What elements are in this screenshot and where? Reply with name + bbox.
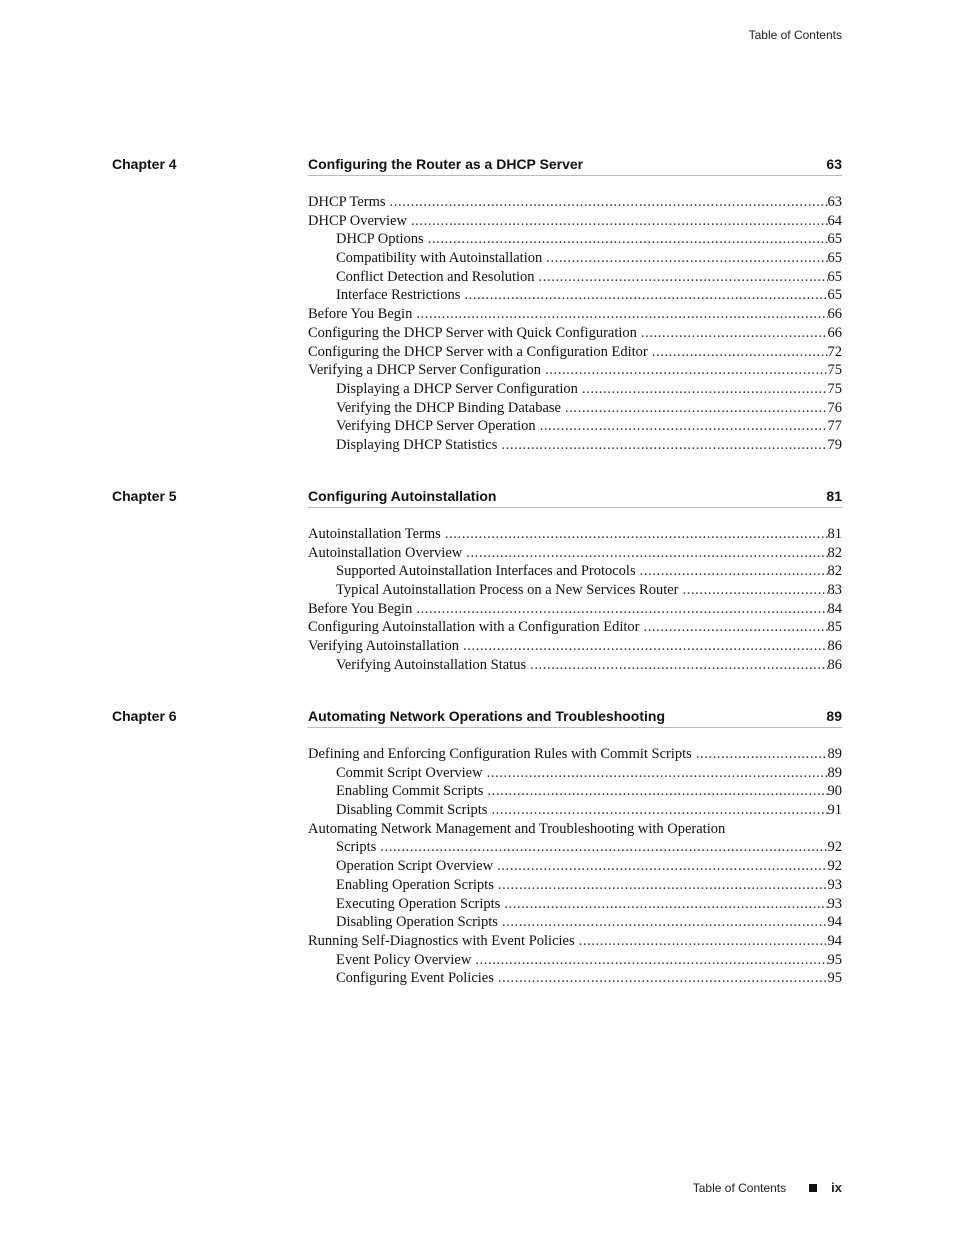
page-number: ix [831, 1180, 842, 1195]
dot-leader [416, 305, 827, 324]
toc-entry-page: 84 [827, 600, 842, 617]
toc-entry[interactable] [308, 600, 842, 619]
dot-leader [491, 801, 827, 820]
toc-entry[interactable] [308, 801, 842, 820]
toc-entry-page: 89 [827, 764, 842, 781]
dot-leader [445, 525, 828, 544]
toc-entry-text: Before You Begin [308, 305, 416, 324]
dot-leader [416, 600, 827, 619]
toc-entry-text: Verifying the DHCP Binding Database [336, 399, 565, 418]
dot-leader [464, 286, 827, 305]
chapter-label: Chapter 4 [112, 156, 177, 172]
toc-entry-page: 92 [827, 839, 842, 856]
chapter-page-number: 89 [826, 708, 842, 724]
dot-leader [579, 932, 828, 951]
dot-leader [504, 895, 827, 914]
toc-entry[interactable] [308, 286, 842, 305]
toc-entry-list [308, 525, 842, 675]
toc-entry-page: 95 [827, 970, 842, 987]
toc-entry-text: Autoinstallation Terms [308, 525, 445, 544]
chapter-page-number: 81 [826, 488, 842, 504]
toc-entry-page: 65 [827, 268, 842, 285]
dot-leader [466, 544, 827, 563]
toc-entry-text: DHCP Options [336, 230, 428, 249]
toc-entry-page: 65 [827, 231, 842, 248]
toc-entry[interactable] [308, 562, 842, 581]
toc-entry-text: Event Policy Overview [336, 951, 475, 970]
toc-entry[interactable] [308, 417, 842, 436]
dot-leader [411, 212, 828, 231]
toc-entry-page: 85 [827, 619, 842, 636]
toc-entry[interactable] [308, 249, 842, 268]
toc-entry-page: 76 [827, 399, 842, 416]
dot-leader [487, 764, 828, 783]
toc-entry-page: 94 [827, 932, 842, 949]
toc-entry-text: Running Self-Diagnostics with Event Policies [308, 932, 579, 951]
toc-entry-page: 92 [827, 858, 842, 875]
toc-entry-text: Before You Begin [308, 600, 416, 619]
toc-entry-page: 91 [827, 802, 842, 819]
toc-entry-page: 93 [827, 876, 842, 893]
toc-entry[interactable] [308, 436, 842, 455]
toc-entry-text: Defining and Enforcing Configuration Rules with Commit Scripts [308, 745, 696, 764]
toc-entry-text: Disabling Commit Scripts [336, 801, 491, 820]
dot-leader [380, 838, 827, 857]
running-header: Table of Contents [748, 28, 842, 42]
dot-leader [641, 324, 828, 343]
toc-entry[interactable] [308, 305, 842, 324]
running-footer [693, 1180, 842, 1195]
toc-entry[interactable] [308, 820, 842, 839]
dot-leader [582, 380, 828, 399]
toc-entry-page: 75 [827, 362, 842, 379]
dot-leader [696, 745, 828, 764]
chapter-label: Chapter 5 [112, 488, 177, 504]
toc-entry-page: 89 [827, 746, 842, 762]
toc-entry-text: Commit Script Overview [336, 764, 487, 783]
toc-entry[interactable] [308, 268, 842, 287]
toc-entry-text: Scripts [336, 838, 380, 857]
dot-leader [640, 562, 828, 581]
toc-entry-list [308, 745, 842, 988]
toc-entry-text: Enabling Operation Scripts [336, 876, 498, 895]
dot-leader [498, 969, 828, 988]
toc-entry-text: Configuring Event Policies [336, 969, 498, 988]
toc-entry-text: Configuring Autoinstallation with a Configuration Editor [308, 618, 643, 637]
toc-entry-page: 66 [827, 306, 842, 323]
toc-entry[interactable] [308, 581, 842, 600]
toc-entry-page: 72 [827, 343, 842, 360]
square-bullet-icon [809, 1184, 817, 1192]
toc-entry-page: 79 [827, 436, 842, 453]
toc-entry-text: Supported Autoinstallation Interfaces and Protocols [336, 562, 640, 581]
dot-leader [390, 193, 828, 212]
dot-leader [652, 343, 828, 362]
toc-entry[interactable] [308, 380, 842, 399]
toc-entry[interactable] [308, 361, 842, 380]
toc-entry-text: Verifying Autoinstallation [308, 637, 463, 656]
chapter-page-number: 63 [826, 156, 842, 172]
toc-entry[interactable] [308, 544, 842, 563]
toc-entry-text: Enabling Commit Scripts [336, 782, 487, 801]
dot-leader [530, 656, 827, 675]
chapter-heading [308, 156, 842, 176]
toc-entry-page: 81 [827, 526, 842, 542]
dot-leader [545, 361, 827, 380]
dot-leader [501, 436, 827, 455]
toc-entry-text: Displaying DHCP Statistics [336, 436, 501, 455]
toc-entry[interactable] [308, 618, 842, 637]
toc-entry-text: Automating Network Management and Troubleshooting with Operation [308, 820, 726, 837]
toc-entry-text: DHCP Terms [308, 193, 390, 212]
toc-entry[interactable] [308, 782, 842, 801]
dot-leader [428, 230, 828, 249]
dot-leader [502, 913, 828, 932]
toc-entry[interactable] [308, 637, 842, 656]
toc-entry-page: 83 [827, 582, 842, 599]
toc-entry[interactable] [308, 399, 842, 418]
toc-entry[interactable] [308, 969, 842, 988]
toc-entry-text: Disabling Operation Scripts [336, 913, 502, 932]
dot-leader [539, 268, 828, 287]
toc-entry-page: 93 [827, 895, 842, 912]
toc-entry-page: 90 [827, 783, 842, 800]
dot-leader [498, 876, 828, 895]
toc-entry-text: Autoinstallation Overview [308, 544, 466, 563]
toc-entry[interactable] [308, 525, 842, 544]
toc-entry[interactable] [308, 895, 842, 914]
dot-leader [487, 782, 827, 801]
toc-entry-page: 94 [827, 914, 842, 931]
toc-entry[interactable] [308, 656, 842, 675]
dot-leader [497, 857, 827, 876]
toc-entry-page: 95 [827, 951, 842, 968]
footer-title: Table of Contents [692, 1180, 787, 1195]
toc-entry-text: Displaying a DHCP Server Configuration [336, 380, 582, 399]
toc-entry-text: Interface Restrictions [336, 286, 464, 305]
chapter-title[interactable]: Configuring Autoinstallation [308, 488, 497, 504]
toc-entry[interactable] [308, 212, 842, 231]
dot-leader [475, 951, 827, 970]
toc-entry[interactable] [308, 324, 842, 343]
toc-entry-text: Executing Operation Scripts [336, 895, 504, 914]
toc-entry[interactable] [308, 745, 842, 764]
chapter-title[interactable]: Automating Network Operations and Troubleshooting [308, 708, 666, 724]
toc-entry[interactable] [308, 857, 842, 876]
toc-entry-text: Configuring the DHCP Server with a Configuration Editor [308, 343, 652, 362]
chapter-heading [308, 708, 842, 728]
dot-leader [463, 637, 827, 656]
toc-entry[interactable] [308, 913, 842, 932]
toc-entry-text: Conflict Detection and Resolution [336, 268, 539, 287]
chapter-heading [308, 488, 842, 508]
toc-entry[interactable] [308, 193, 842, 212]
chapter-label: Chapter 6 [112, 708, 177, 724]
toc-entry-text: Verifying DHCP Server Operation [336, 417, 540, 436]
dot-leader [565, 399, 828, 418]
toc-entry-text: Operation Script Overview [336, 857, 497, 876]
toc-entry-page: 64 [827, 212, 842, 229]
toc-entry-page: 86 [827, 638, 842, 655]
toc-entry-page: 65 [827, 287, 842, 304]
toc-entry-text: Verifying Autoinstallation Status [336, 656, 530, 675]
toc-entry-page: 82 [827, 563, 842, 580]
toc-entry-page: 65 [827, 250, 842, 267]
toc-entry-text: Compatibility with Autoinstallation [336, 249, 546, 268]
dot-leader [546, 249, 827, 268]
toc-entry[interactable] [308, 932, 842, 951]
toc-entry-text: Configuring the DHCP Server with Quick Configuration [308, 324, 641, 343]
toc-entry[interactable] [308, 876, 842, 895]
toc-entry-list [308, 193, 842, 455]
chapter-title[interactable]: Configuring the Router as a DHCP Server [308, 156, 584, 172]
toc-entry[interactable] [308, 230, 842, 249]
toc-entry-text: DHCP Overview [308, 212, 411, 231]
toc-entry-page: 75 [827, 380, 842, 397]
dot-leader [540, 417, 828, 436]
dot-leader [643, 618, 827, 637]
toc-entry-page: 82 [827, 544, 842, 561]
toc-entry[interactable] [308, 838, 842, 857]
toc-entry[interactable] [308, 343, 842, 362]
toc-entry-text: Verifying a DHCP Server Configuration [308, 361, 545, 380]
toc-entry-page: 66 [827, 324, 842, 341]
toc-entry-page: 63 [827, 194, 842, 210]
dot-leader [683, 581, 828, 600]
toc-entry[interactable] [308, 764, 842, 783]
toc-entry[interactable] [308, 951, 842, 970]
toc-entry-page: 77 [827, 418, 842, 435]
toc-entry-page: 86 [827, 656, 842, 673]
toc-entry-text: Typical Autoinstallation Process on a New Services Router [336, 581, 683, 600]
